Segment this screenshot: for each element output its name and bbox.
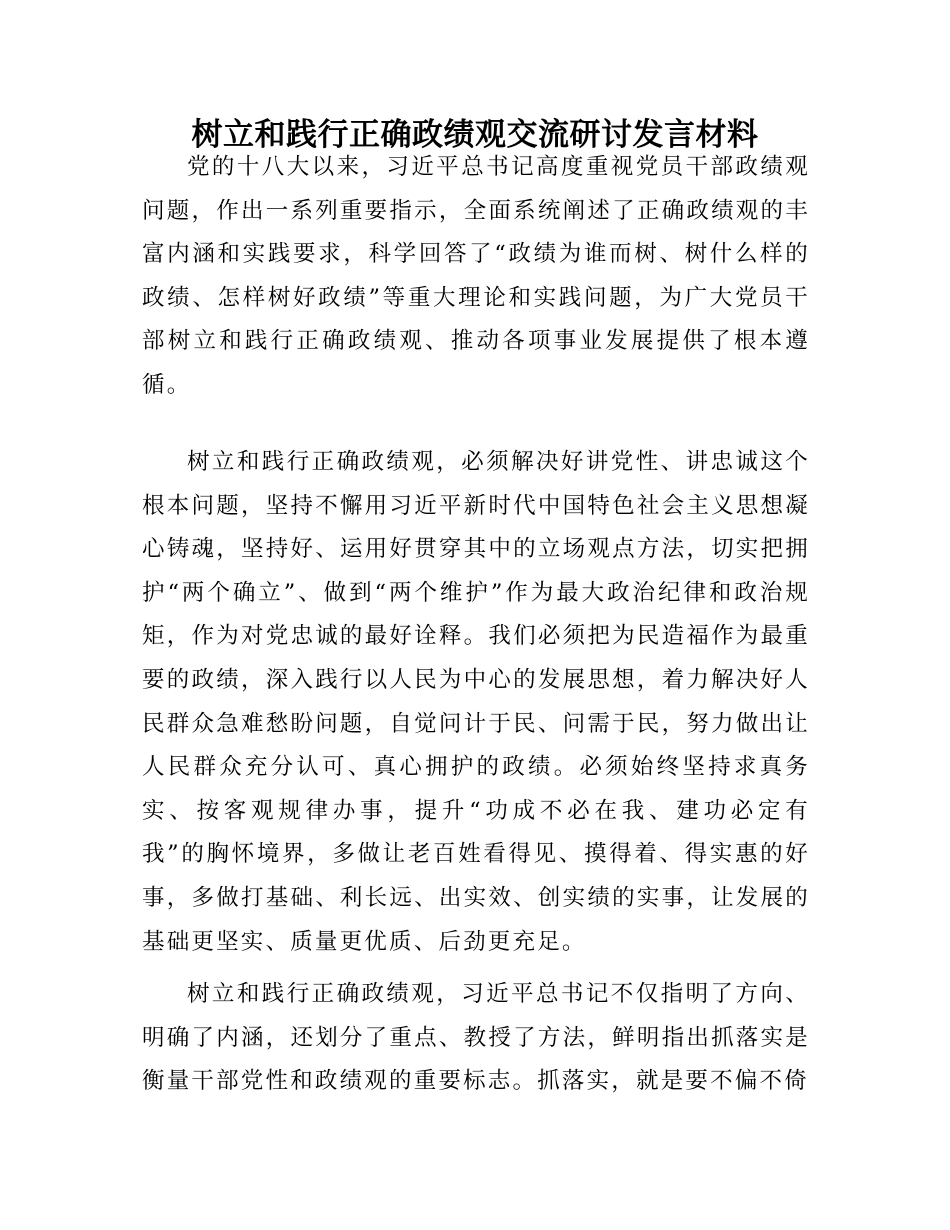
paragraph-1: 党的十八大以来，习近平总书记高度重视党员干部政绩观问题，作出一系列重要指示，全面系统阐述了正确政绩观的丰富内涵和实践要求，科学回答了“政绩为谁而树、树什么样的政绩、怎样树好政绩”等重大理论和实践问题，为广大党员干部树立和践行正确政绩观、推动各项事业发展提供了根本遵循。 — [142, 154, 810, 398]
paragraph-3: 树立和践行正确政绩观，习近平总书记不仅指明了方向、明确了内涵，还划分了重点、教授了方法，鲜明指出抓落实是衡量干部党性和政绩观的重要标志。抓落实，就是要不偏不倚 — [142, 981, 810, 1095]
document-title: 树立和践行正确政绩观交流研讨发言材料 — [191, 117, 759, 153]
paragraph-2: 树立和践行正确政绩观，必须解决好讲党性、讲忠诚这个根本问题，坚持不懈用习近平新时代中国特色社会主义思想凝心铸魂，坚持好、运用好贯穿其中的立场观点方法，切实把拥护“两个确立”、做到“两个维护”作为最大政治纪律和政治规矩，作为对党忠诚的最好诠释。我们必须把为民造福作为最重要的政绩，深入践行以人民为中心的发展思想，着力解决好人民群众急难愁盼问题，自觉问计于民、问需于民，努力做出让人民群众充分认可、真心拥护的政绩。必须始终坚持求真务实、按客观规律办事，提升“功成不必在我、建功必定有我”的胸怀境界，多做让老百姓看得见、摸得着、得实惠的好事，多做打基础、利长远、出实效、创实绩的实事，让发展的基础更坚实、质量更优质、后劲更充足。 — [142, 449, 810, 955]
